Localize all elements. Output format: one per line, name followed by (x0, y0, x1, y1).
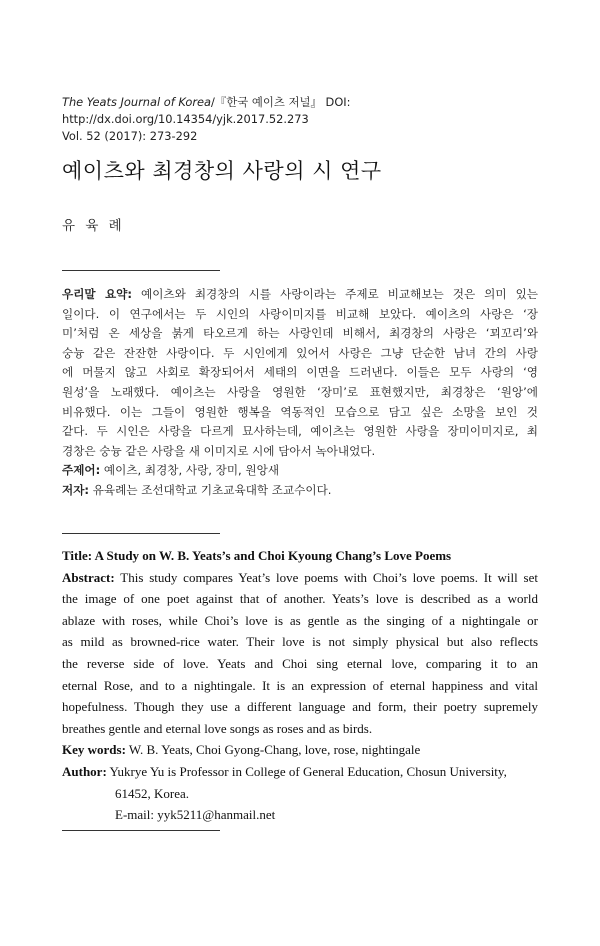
english-abstract-line: ablaze with roses, while Choi’s love is as gentle as the singing of a nightingale or (62, 612, 538, 628)
korean-abstract-line: 경창은 숭늉 같은 사랑을 새 이미지로 시에 담아서 녹아내었다. (62, 443, 376, 458)
english-author-info: Author: Yukrye Yu is Professor in College of General Education, Chosun University, (62, 763, 507, 779)
english-abstract (62, 545, 538, 826)
english-abstract-line: Abstract: This study compares Yeat’s love poems with Choi’s love poems. It will set (62, 569, 538, 585)
paper-title: 예이츠와 최경창의 사랑의 시 연구 (62, 159, 382, 183)
english-abstract-line: the image of one poet against that of another. Yeats’s love is described as a world (62, 591, 538, 607)
english-keywords-label: Key words: (62, 742, 126, 758)
english-abstract-line: the reverse side of love. Yeats and Choi sing eternal love, comparing it to an (62, 655, 538, 671)
korean-abstract-line: 숭늉 같은 잔잔한 사랑이다. 두 시인에게 있어서 사랑은 그냥 단순한 남녀 간의 사랑 (62, 345, 538, 360)
korean-abstract-label: 우리말 요약: (62, 287, 133, 301)
english-author-address: 61452, Korea. (115, 785, 190, 801)
journal-name: The Yeats Journal of Korea (62, 95, 212, 109)
journal-header (62, 94, 592, 145)
journal-volume: Vol. 52 (2017): 273-292 (62, 129, 198, 143)
korean-keywords: 주제어: 예이츠, 최경창, 사랑, 장미, 원앙새 (62, 463, 280, 478)
korean-keywords-label: 주제어: (62, 463, 101, 478)
english-abstract-line: breathes gentle and eternal love songs as roses and as birds. (62, 720, 373, 736)
paper-author: 유 육 례 (62, 218, 125, 234)
korean-abstract-line: 우리말 요약: 예이츠와 최경창의 시를 사랑이라는 주제로 비교해보는 것은 의미 있는 (62, 287, 538, 301)
korean-abstract-line: 같다. 두 시인은 사랑을 다르게 묘사하는데, 예이츠는 영원한 사랑을 장미이미지로, 최 (62, 424, 538, 439)
english-abstract-label: Abstract: (62, 569, 115, 585)
korean-author-info: 저자: 유육례는 조선대학교 기초교육대학 조교수이다. (62, 482, 332, 497)
divider-bottom (62, 830, 220, 831)
divider-top (62, 270, 220, 271)
korean-author-label: 저자: (62, 482, 90, 497)
journal-citation (62, 94, 592, 128)
english-title-line: Title: A Study on W. B. Yeats’s and Choi Kyoung Chang’s Love Poems (62, 548, 452, 563)
korean-abstract-line: 미’처럼 온 세상을 붉게 타오르게 하는 사랑인데 비해서, 최경창의 사랑은 ‘꾀꼬리’와 (62, 326, 538, 341)
korean-abstract-line: 비유했다. 이는 그들이 영원한 행복을 역동적인 모습으로 담고 싶은 소망을 보인 것 (62, 404, 538, 419)
english-keywords: Key words: W. B. Yeats, Choi Gyong-Chang, love, rose, nightingale (62, 742, 421, 758)
korean-abstract-line: 원성’을 노래했다. 예이츠는 사랑을 영원한 ‘장미’로 표현했지만, 최경창은 ‘원앙’에 (62, 384, 538, 399)
english-author-label: Author: (62, 763, 107, 779)
journal-doi: /『한국 예이츠 저널』 DOI: http://dx.doi.org/10.14354/yjk.2017.52.273 (62, 95, 351, 126)
english-abstract-line: hopefulness. Though they use a different language and form, their poetry supremely (62, 699, 538, 715)
divider-middle (62, 533, 220, 534)
english-abstract-line: as mild as browned-rice water. Their love is not simply physical but also reflects (62, 634, 538, 650)
english-author-email: E-mail: yyk5211@hanmail.net (115, 807, 276, 823)
korean-abstract-line: 일이다. 이 연구에서는 두 시인의 사랑이미지를 비교해 보았다. 예이츠의 사랑은 ‘장 (62, 306, 538, 321)
korean-abstract-line: 에 머물지 않고 사회로 확장되어서 세태의 이면을 드러낸다. 이들은 모두 사랑의 ‘영 (62, 365, 538, 380)
english-abstract-line: eternal Rose, and to a nightingale. It is an expression of eternal happiness and vital (62, 677, 538, 693)
korean-abstract (62, 285, 538, 501)
